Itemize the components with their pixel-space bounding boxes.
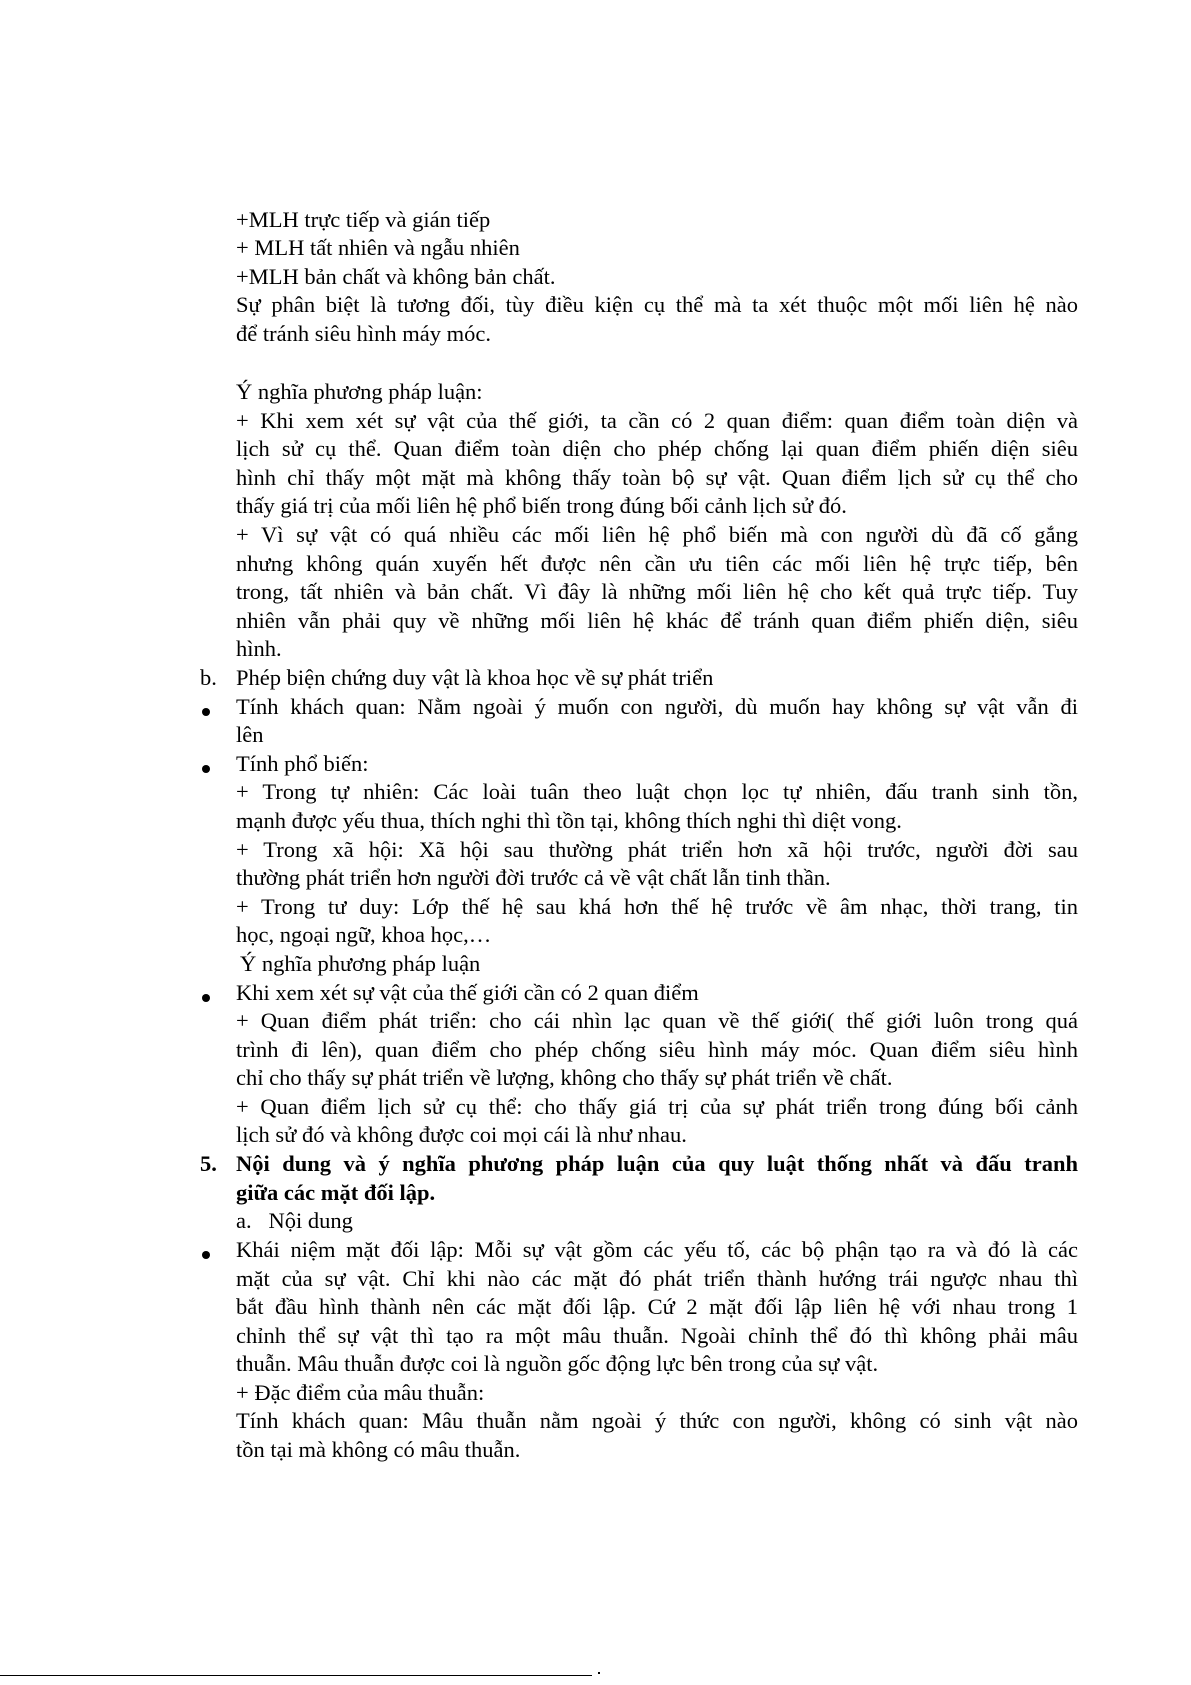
text-line: lịch sử đó và không được coi mọi cái là như nhau.	[236, 1122, 687, 1147]
text-line: + Đặc điểm của mâu thuẫn:	[236, 1380, 485, 1405]
section-heading: Ý nghĩa phương pháp luận	[240, 951, 481, 976]
text-line: + MLH tất nhiên và ngẫu nhiên	[236, 235, 520, 260]
text-line: mặt của sự vật. Chỉ khi nào các mặt đó phát triển thành hướng trái ngược nhau thì	[236, 1266, 1078, 1291]
text-line: Sự phân biệt là tương đối, tùy điều kiện cụ thể mà ta xét thuộc một mối liên hệ nào	[236, 292, 1078, 317]
section-title: giữa các mặt đối lập.	[236, 1180, 436, 1205]
list-item-text: Tính phổ biến:	[236, 751, 369, 776]
subsection-heading: a. Nội dung	[236, 1208, 353, 1233]
bullet-icon	[202, 1251, 210, 1259]
text-line: + Quan điểm phát triển: cho cái nhìn lạc quan về thế giới( thế giới luôn trong quá	[236, 1008, 1078, 1033]
bullet-icon	[202, 765, 210, 773]
footer-dot	[598, 1672, 600, 1674]
footer-divider	[0, 1675, 592, 1676]
text-line: lịch sử cụ thể. Quan điểm toàn diện cho phép chống lại quan điểm phiến diện siêu	[236, 436, 1078, 461]
list-item-text: Khái niệm mặt đối lập: Mỗi sự vật gồm các yếu tố, các bộ phận tạo ra và đó là các	[236, 1237, 1078, 1262]
list-item-text: Tính khách quan: Nằm ngoài ý muốn con người, dù muốn hay không sự vật vẫn đi	[236, 694, 1078, 719]
text-line: tồn tại mà không có mâu thuẫn.	[236, 1437, 521, 1462]
list-item-text: Phép biện chứng duy vật là khoa học về sự phát triển	[236, 665, 714, 690]
text-line: + Trong xã hội: Xã hội sau thường phát triển hơn xã hội trước, người đời sau	[236, 837, 1078, 862]
text-line: hình.	[236, 636, 282, 661]
text-line: để tránh siêu hình máy móc.	[236, 321, 491, 346]
section-heading: Ý nghĩa phương pháp luận:	[236, 379, 483, 404]
text-line: chỉ cho thấy sự phát triển về lượng, không cho thấy sự phát triển về chất.	[236, 1065, 893, 1090]
list-marker-5: 5.	[200, 1151, 217, 1176]
text-line: nhiên vẫn phải quy về những mối liên hệ khác để tránh quan điểm phiến diện, siêu	[236, 608, 1078, 633]
text-line: trong, tất nhiên và bản chất. Vì đây là những mối liên hệ cho kết quả trực tiếp. Tuy	[236, 579, 1078, 604]
text-line: + Khi xem xét sự vật của thế giới, ta cần có 2 quan điểm: quan điểm toàn diện và	[236, 408, 1078, 433]
text-line: bắt đầu hình thành nên các mặt đối lập. Cứ 2 mặt đối lập liên hệ với nhau trong 1	[236, 1294, 1078, 1319]
text-line: thấy giá trị của mối liên hệ phổ biến trong đúng bối cảnh lịch sử đó.	[236, 493, 847, 518]
text-line: lên	[236, 722, 264, 747]
text-line: thường phát triển hơn người đời trước cả về vật chất lẫn tinh thần.	[236, 865, 831, 890]
text-line: trình đi lên), quan điểm cho phép chống siêu hình máy móc. Quan điểm siêu hình	[236, 1037, 1078, 1062]
text-line: Tính khách quan: Mâu thuẫn nằm ngoài ý thức con người, không có sinh vật nào	[236, 1408, 1078, 1433]
text-line: + Trong tư duy: Lớp thế hệ sau khá hơn thế hệ trước về âm nhạc, thời trang, tin	[236, 894, 1078, 919]
text-line: + Vì sự vật có quá nhiều các mối liên hệ phổ biến mà con người dù đã cố gắng	[236, 522, 1078, 547]
text-line: thuẫn. Mâu thuẫn được coi là nguồn gốc động lực bên trong của sự vật.	[236, 1351, 879, 1376]
list-marker-b: b.	[200, 665, 217, 690]
bullet-icon	[202, 708, 210, 716]
text-line: +MLH trực tiếp và gián tiếp	[236, 207, 491, 232]
text-line: hình chỉ thấy một mặt mà không thấy toàn bộ sự vật. Quan điểm lịch sử cụ thể cho	[236, 465, 1078, 490]
text-line: chỉnh thể sự vật thì tạo ra một mâu thuẫn. Ngoài chỉnh thể đó thì không phải mâu	[236, 1323, 1078, 1348]
text-line: + Trong tự nhiên: Các loài tuân theo luật chọn lọc tự nhiên, đấu tranh sinh tồn,	[236, 779, 1078, 804]
bullet-icon	[202, 994, 210, 1002]
section-title: Nội dung và ý nghĩa phương pháp luận của quy luật thống nhất và đấu tranh	[236, 1151, 1078, 1176]
list-item-text: Khi xem xét sự vật của thế giới cần có 2 quan điểm	[236, 980, 699, 1005]
text-line: mạnh được yếu thua, thích nghi thì tồn tại, không thích nghi thì diệt vong.	[236, 808, 902, 833]
text-line: học, ngoại ngữ, khoa học,…	[236, 922, 492, 947]
text-line: nhưng không quán xuyến hết được nên cần ưu tiên các mối liên hệ trực tiếp, bên	[236, 551, 1078, 576]
text-line: +MLH bản chất và không bản chất.	[236, 264, 556, 289]
text-line: + Quan điểm lịch sử cụ thể: cho thấy giá trị của sự phát triển trong đúng bối cảnh	[236, 1094, 1078, 1119]
